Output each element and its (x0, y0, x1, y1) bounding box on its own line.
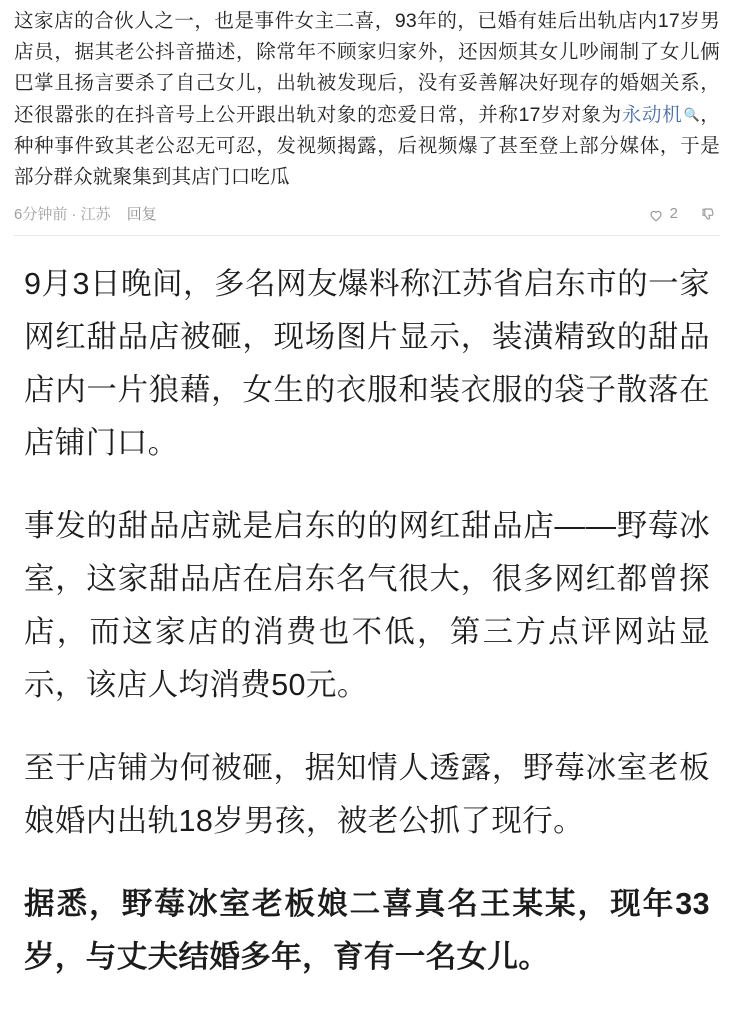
comment-meta (14, 203, 720, 224)
article-body (0, 236, 734, 984)
article-paragraph: 9月3日晚间，多名网友爆料称江苏省启东市的一家网红甜品店被砸，现场图片显示，装潢精致的甜品店内一片狼藉，女生的衣服和装衣服的袋子散落在店铺门口。 (24, 267, 710, 460)
comment-meta-left (14, 203, 157, 224)
comment-text-part1: 这家店的合伙人之一，也是事件女主二喜，93年的，已婚有娃后出轨店内17岁男店员，据其老公抖音描述，除常年不顾家归家外，还因烦其女儿吵闹制了女儿俩巴掌且扬言要杀了自己女儿，出轨被发现后，没有妥善解决好现存的婚姻关系，还很嚣张的在抖音号上公开跟出轨对象的恋爱日常，并称17岁对象为 (14, 10, 720, 126)
comment-reply-button[interactable]: 回复 (126, 206, 157, 223)
comment-block (0, 0, 734, 236)
thumbs-down-icon[interactable] (700, 207, 716, 223)
comment-meta-right (648, 205, 720, 222)
comment-timestamp: 6分钟前 · 江苏 (14, 206, 111, 223)
article-paragraph: 事发的甜品店就是启东的的网红甜品店——野莓冰室，这家甜品店在启东名气很大，很多网红都曾探店，而这家店的消费也不低，第三方点评网站显示，该店人均消费50元。 (24, 509, 710, 702)
heart-icon (648, 207, 664, 223)
article-paragraph: 至于店铺为何被砸，据知情人透露，野莓冰室老板娘婚内出轨18岁男孩，被老公抓了现行。 (24, 751, 710, 838)
comment-keyword-label: 永动机 (621, 104, 683, 126)
search-icon: 🔍 (683, 107, 700, 122)
comment-text-part2: ，种种事件致其老公忍无可忍，发视频揭露，后视频爆了甚至登上部分媒体，于是部分群众就聚集到其店门口吃瓜 (14, 104, 721, 188)
article-paragraph: 据悉，野莓冰室老板娘二喜真名王某某，现年33岁，与丈夫结婚多年，育有一名女儿。 (24, 887, 710, 974)
like-button[interactable] (648, 205, 678, 222)
comment-text (14, 6, 720, 193)
like-count: 2 (669, 205, 678, 222)
comment-keyword-link[interactable] (622, 104, 700, 126)
